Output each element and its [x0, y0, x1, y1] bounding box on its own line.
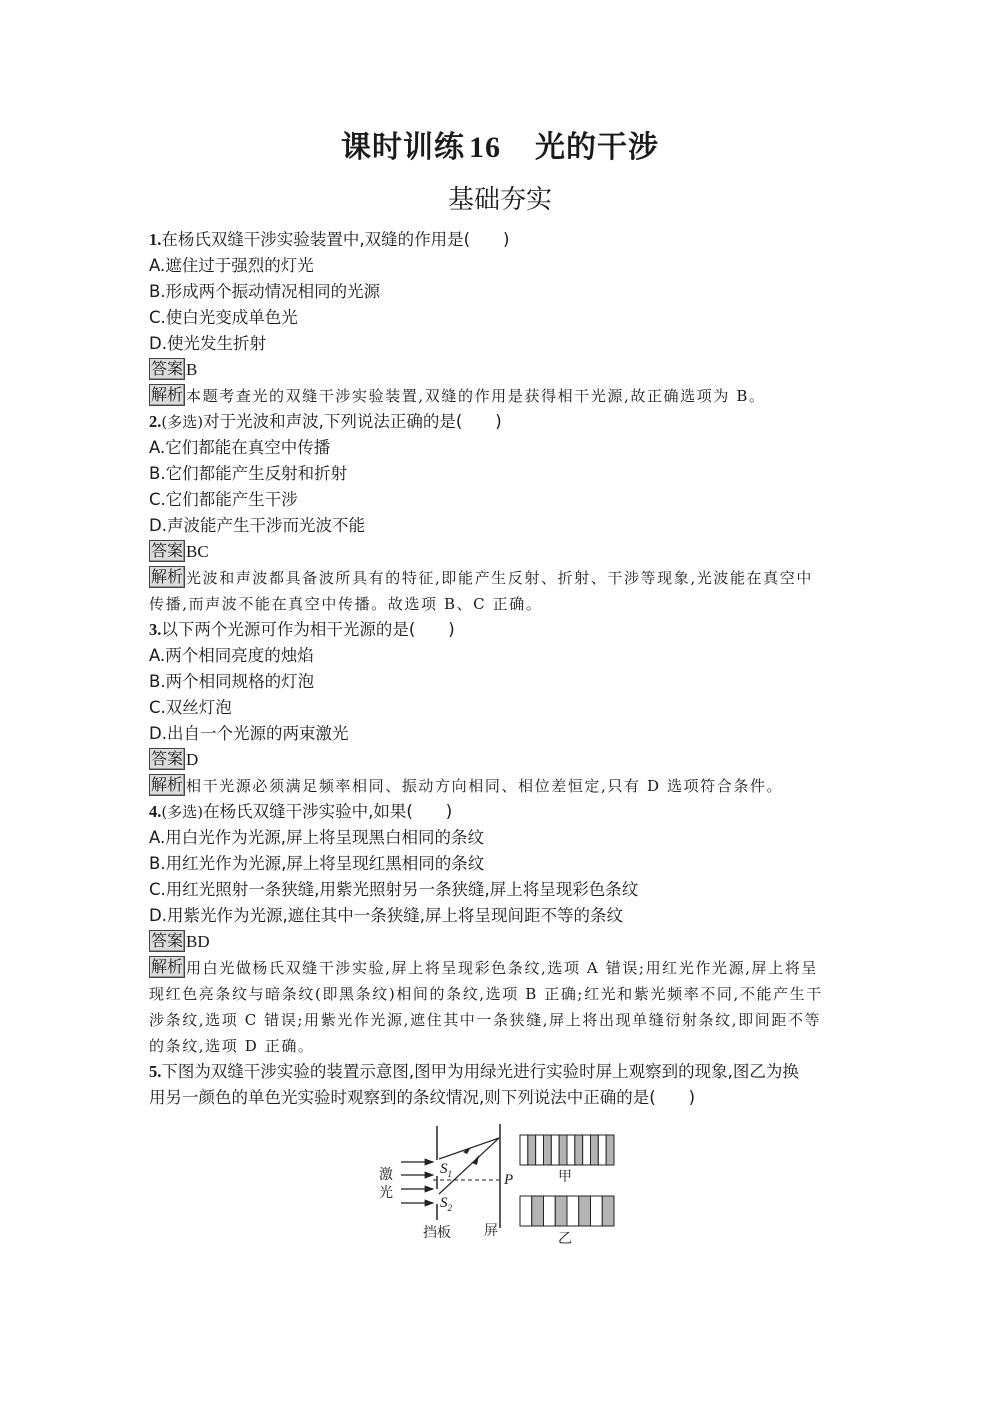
- answer-tag: 答案: [151, 359, 184, 378]
- option-b: B.用红光作为光源,屏上将呈现红黑相同的条纹: [149, 854, 485, 873]
- stem-text: 以下两个光源可作为相干光源的是( ): [161, 620, 455, 639]
- option-b: B.它们都能产生反射和折射: [149, 464, 348, 483]
- explanation-text-cont: 传播,而声波不能在真空中传播。故选项 B、C 正确。: [149, 595, 543, 613]
- explanation-row: [149, 955, 854, 981]
- title-prefix: 课时训练: [341, 130, 465, 165]
- explanation-text: 用白光做杨氏双缝干涉实验,屏上将呈现彩色条纹,选项 A 错误;用红光作光源,屏上将呈: [186, 959, 818, 977]
- option-a: A.两个相同亮度的烛焰: [149, 646, 314, 665]
- option-b: B.两个相同规格的灯泡: [149, 672, 315, 691]
- answer-value: B: [186, 360, 198, 379]
- laser-label-1: 激: [379, 1167, 393, 1183]
- explanation-tag: 解析: [151, 775, 184, 794]
- multi-select-tag: (多选): [161, 803, 204, 821]
- double-slit-diagram: [375, 1118, 630, 1248]
- stem-text: 下图为双缝干涉实验的装置示意图,图甲为用绿光进行实验时屏上观察到的现象,图乙为换: [161, 1062, 799, 1081]
- question-4: [149, 799, 854, 1059]
- stem-text: 对于光波和声波,下列说法正确的是( ): [203, 412, 502, 431]
- laser-label-2: 光: [379, 1185, 393, 1201]
- question-stem: [149, 409, 854, 435]
- explanation-text: 相干光源必须满足频率相同、振动方向相同、相位差恒定,只有 D 选项符合条件。: [186, 777, 784, 795]
- slit-s2-letter: S: [440, 1195, 448, 1211]
- explanation-text-cont: 涉条纹,选项 C 错误;用紫光作光源,遮住其中一条狭缝,屏上将出现单缝衍射条纹,即间距不等: [149, 1011, 822, 1029]
- question-stem: [149, 1059, 854, 1085]
- answer-row: [149, 929, 854, 955]
- question-stem: [149, 799, 854, 825]
- question-3: [149, 617, 854, 799]
- explanation-text-cont: 的条纹,选项 D 正确。: [149, 1037, 315, 1055]
- option-c: C.它们都能产生干涉: [149, 490, 298, 509]
- option-d: D.声波能产生干涉而光波不能: [149, 516, 365, 535]
- explanation-text: 本题考查光的双缝干涉实验装置,双缝的作用是获得相干光源,故正确选项为 B。: [186, 387, 766, 405]
- answer-value: BD: [186, 932, 210, 951]
- option-d: D.用紫光作为光源,遮住其中一条狭缝,屏上将呈现间距不等的条纹: [149, 906, 623, 925]
- answer-tag: 答案: [151, 749, 184, 768]
- slit-s2-sub: 2: [447, 1203, 452, 1213]
- question-stem: [149, 227, 854, 253]
- apparatus-figure: [375, 1118, 630, 1248]
- question-number: 1.: [149, 230, 162, 249]
- question-number: 2.: [149, 412, 162, 431]
- option-c: C.双丝灯泡: [149, 698, 232, 717]
- answer-value: D: [186, 750, 199, 769]
- explanation-text-cont: 现红色亮条纹与暗条纹(即黑条纹)相间的条纹,选项 B 正确;红光和紫光频率不同,不能产生干: [149, 985, 823, 1003]
- option-c: C.使白光变成单色光: [149, 308, 298, 327]
- section-heading: 基础夯实: [447, 185, 552, 215]
- pattern-yi: [520, 1196, 614, 1226]
- lesson-number: 16: [469, 131, 501, 164]
- screen-label: 屏: [484, 1223, 498, 1239]
- option-a: A.它们都能在真空中传播: [149, 438, 331, 457]
- explanation-row: [149, 383, 854, 409]
- question-1: [149, 227, 854, 409]
- question-stem: [149, 617, 854, 643]
- slit-s1-sub: 1: [447, 1169, 452, 1179]
- question-number: 4.: [149, 802, 162, 821]
- question-number: 5.: [149, 1062, 162, 1081]
- answer-row: [149, 357, 854, 383]
- title-topic: 光的干涉: [535, 130, 659, 165]
- answer-row: [149, 747, 854, 773]
- question-number: 3.: [149, 620, 162, 639]
- question-stem-cont: 用另一颜色的单色光实验时观察到的条纹情况,则下列说法中正确的是( ): [149, 1088, 696, 1107]
- answer-row: [149, 539, 854, 565]
- pattern-jia: [520, 1135, 614, 1165]
- stem-text: 在杨氏双缝干涉实验装置中,双缝的作用是( ): [161, 230, 510, 249]
- slit-s2-label: [440, 1195, 452, 1213]
- option-b: B.形成两个振动情况相同的光源: [149, 282, 381, 301]
- answer-tag: 答案: [151, 931, 184, 950]
- slit-s1-label: [440, 1161, 452, 1179]
- pattern-jia-label: 甲: [558, 1169, 572, 1185]
- point-p-label: P: [504, 1172, 514, 1188]
- explanation-tag: 解析: [151, 957, 184, 976]
- page-title: [0, 128, 1000, 168]
- stem-text: 在杨氏双缝干涉实验中,如果( ): [203, 802, 453, 821]
- explanation-row: [149, 773, 854, 799]
- option-c: C.用红光照射一条狭缝,用紫光照射另一条狭缝,屏上将呈现彩色条纹: [149, 880, 639, 899]
- option-d: D.使光发生折射: [149, 334, 266, 353]
- barrier-label: 挡板: [423, 1225, 451, 1241]
- answer-value: BC: [186, 542, 209, 561]
- option-d: D.出自一个光源的两束激光: [149, 724, 349, 743]
- explanation-tag: 解析: [151, 385, 184, 404]
- explanation-text: 光波和声波都具备波所具有的特征,即能产生反射、折射、干涉等现象,光波能在真空中: [186, 569, 813, 587]
- pattern-yi-label: 乙: [558, 1231, 572, 1247]
- answer-tag: 答案: [151, 541, 184, 560]
- question-5: [149, 1059, 854, 1111]
- question-2: [149, 409, 854, 617]
- slit-s1-letter: S: [440, 1161, 448, 1177]
- question-list: [149, 227, 854, 1111]
- explanation-tag: 解析: [151, 567, 184, 586]
- explanation-row: [149, 565, 854, 591]
- option-a: A.用白光作为光源,屏上将呈现黑白相同的条纹: [149, 828, 484, 847]
- multi-select-tag: (多选): [161, 413, 204, 431]
- option-a: A.遮住过于强烈的灯光: [149, 256, 314, 275]
